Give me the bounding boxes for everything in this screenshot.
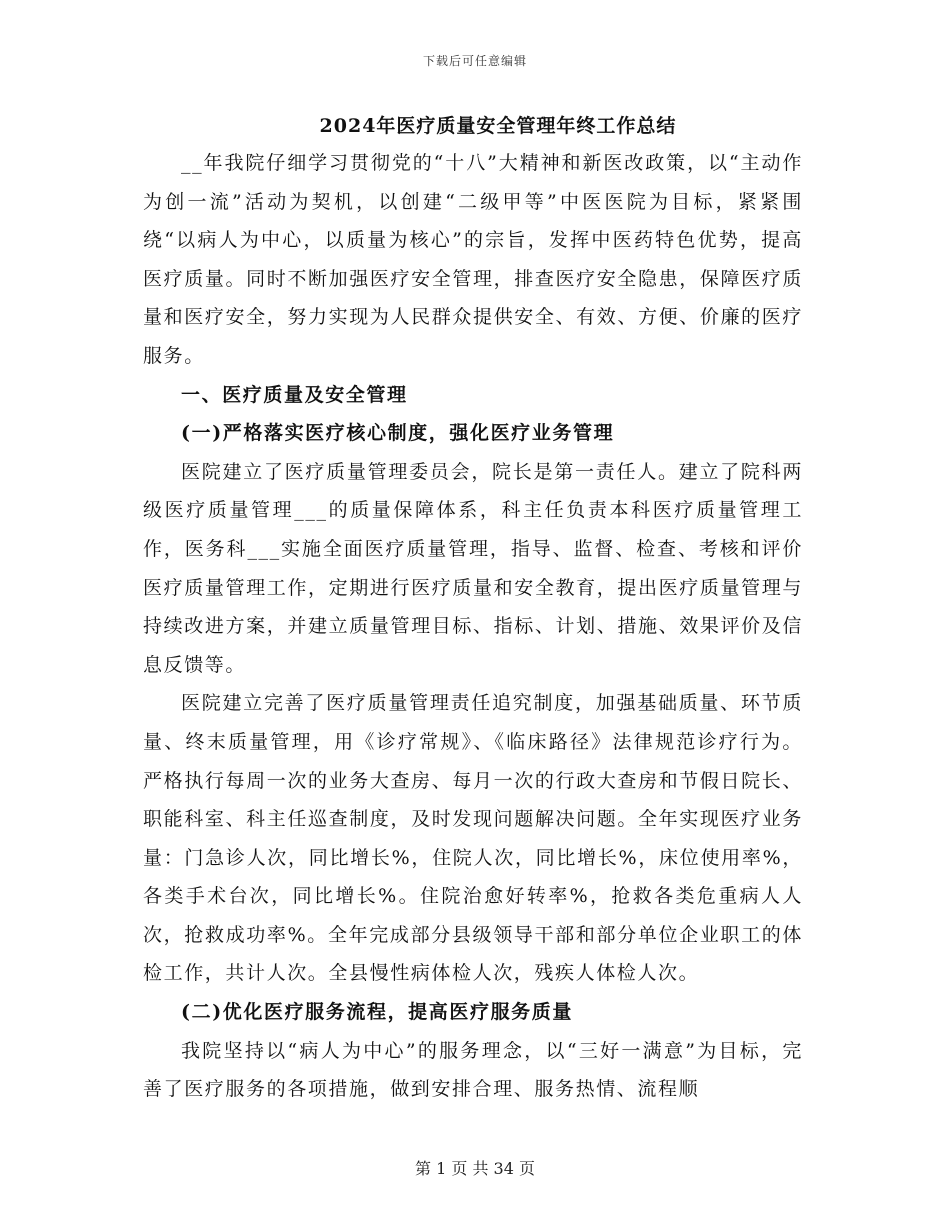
subsection-heading-1: (一)严格落实医疗核心制度，强化医疗业务管理 <box>181 422 615 445</box>
header-note: 下载后可任意编辑 <box>422 54 527 68</box>
subsection-heading-2: (二)优化医疗服务流程，提高医疗服务质量 <box>181 1001 573 1024</box>
page-footer: 第 1 页 共 34 页 <box>415 1159 535 1178</box>
paragraph-quality-committee: 医院建立了医疗质量管理委员会，院长是第一责任人。建立了院科两级医疗质量管理___的质量保障体系，科主任负责本科医疗质量管理工作，医务科___实施全面医疗质量管理，指导、监督、检查、考核和评价医疗质量管理工作，定期进行医疗质量和安全教育，提出医疗质量管理与持续改进方案，并建立质量管理目标、指标、计划、措施、效果评价及信息反馈等。 <box>143 460 803 676</box>
paragraph-service-flow: 我院坚持以“病人为中心”的服务理念，以“三好一满意”为目标，完善了医疗服务的各项措施，做到安排合理、服务热情、流程顺 <box>143 1039 803 1101</box>
section-heading-1: 一、医疗质量及安全管理 <box>181 383 408 406</box>
paragraph-responsibility-system: 医院建立完善了医疗质量管理责任追究制度，加强基础质量、环节质量、终末质量管理，用《诊疗常规》、《临床路径》法律规范诊疗行为。严格执行每周一次的业务大查房、每月一次的行政大查房和节假日院长、职能科室、科主任巡查制度，及时发现问题解决问题。全年实现医疗业务量：门急诊人次，同比增长%，住院人次，同比增长%，床位使用率%，各类手术台次，同比增长%。住院治愈好转率%，抢救各类危重病人人次，抢救成功率%。全年完成部分县级领导干部和部分单位企业职工的体检工作，共计人次。全县慢性病体检人次，残疾人体检人次。 <box>143 692 803 985</box>
document-body <box>143 108 803 1109</box>
document-title: 2024年医疗质量安全管理年终工作总结 <box>319 115 677 137</box>
intro-paragraph: __年我院仔细学习贯彻党的“十八”大精神和新医改政策，以“主动作为创一流”活动为契机，以创建“二级甲等”中医医院为目标，紧紧围绕“以病人为中心，以质量为核心”的宗旨，发挥中医药特色优势，提高医疗质量。同时不断加强医疗安全管理，排查医疗安全隐患，保障医疗质量和医疗安全，努力实现为人民群众提供安全、有效、方便、价廉的医疗服务。 <box>143 152 803 367</box>
